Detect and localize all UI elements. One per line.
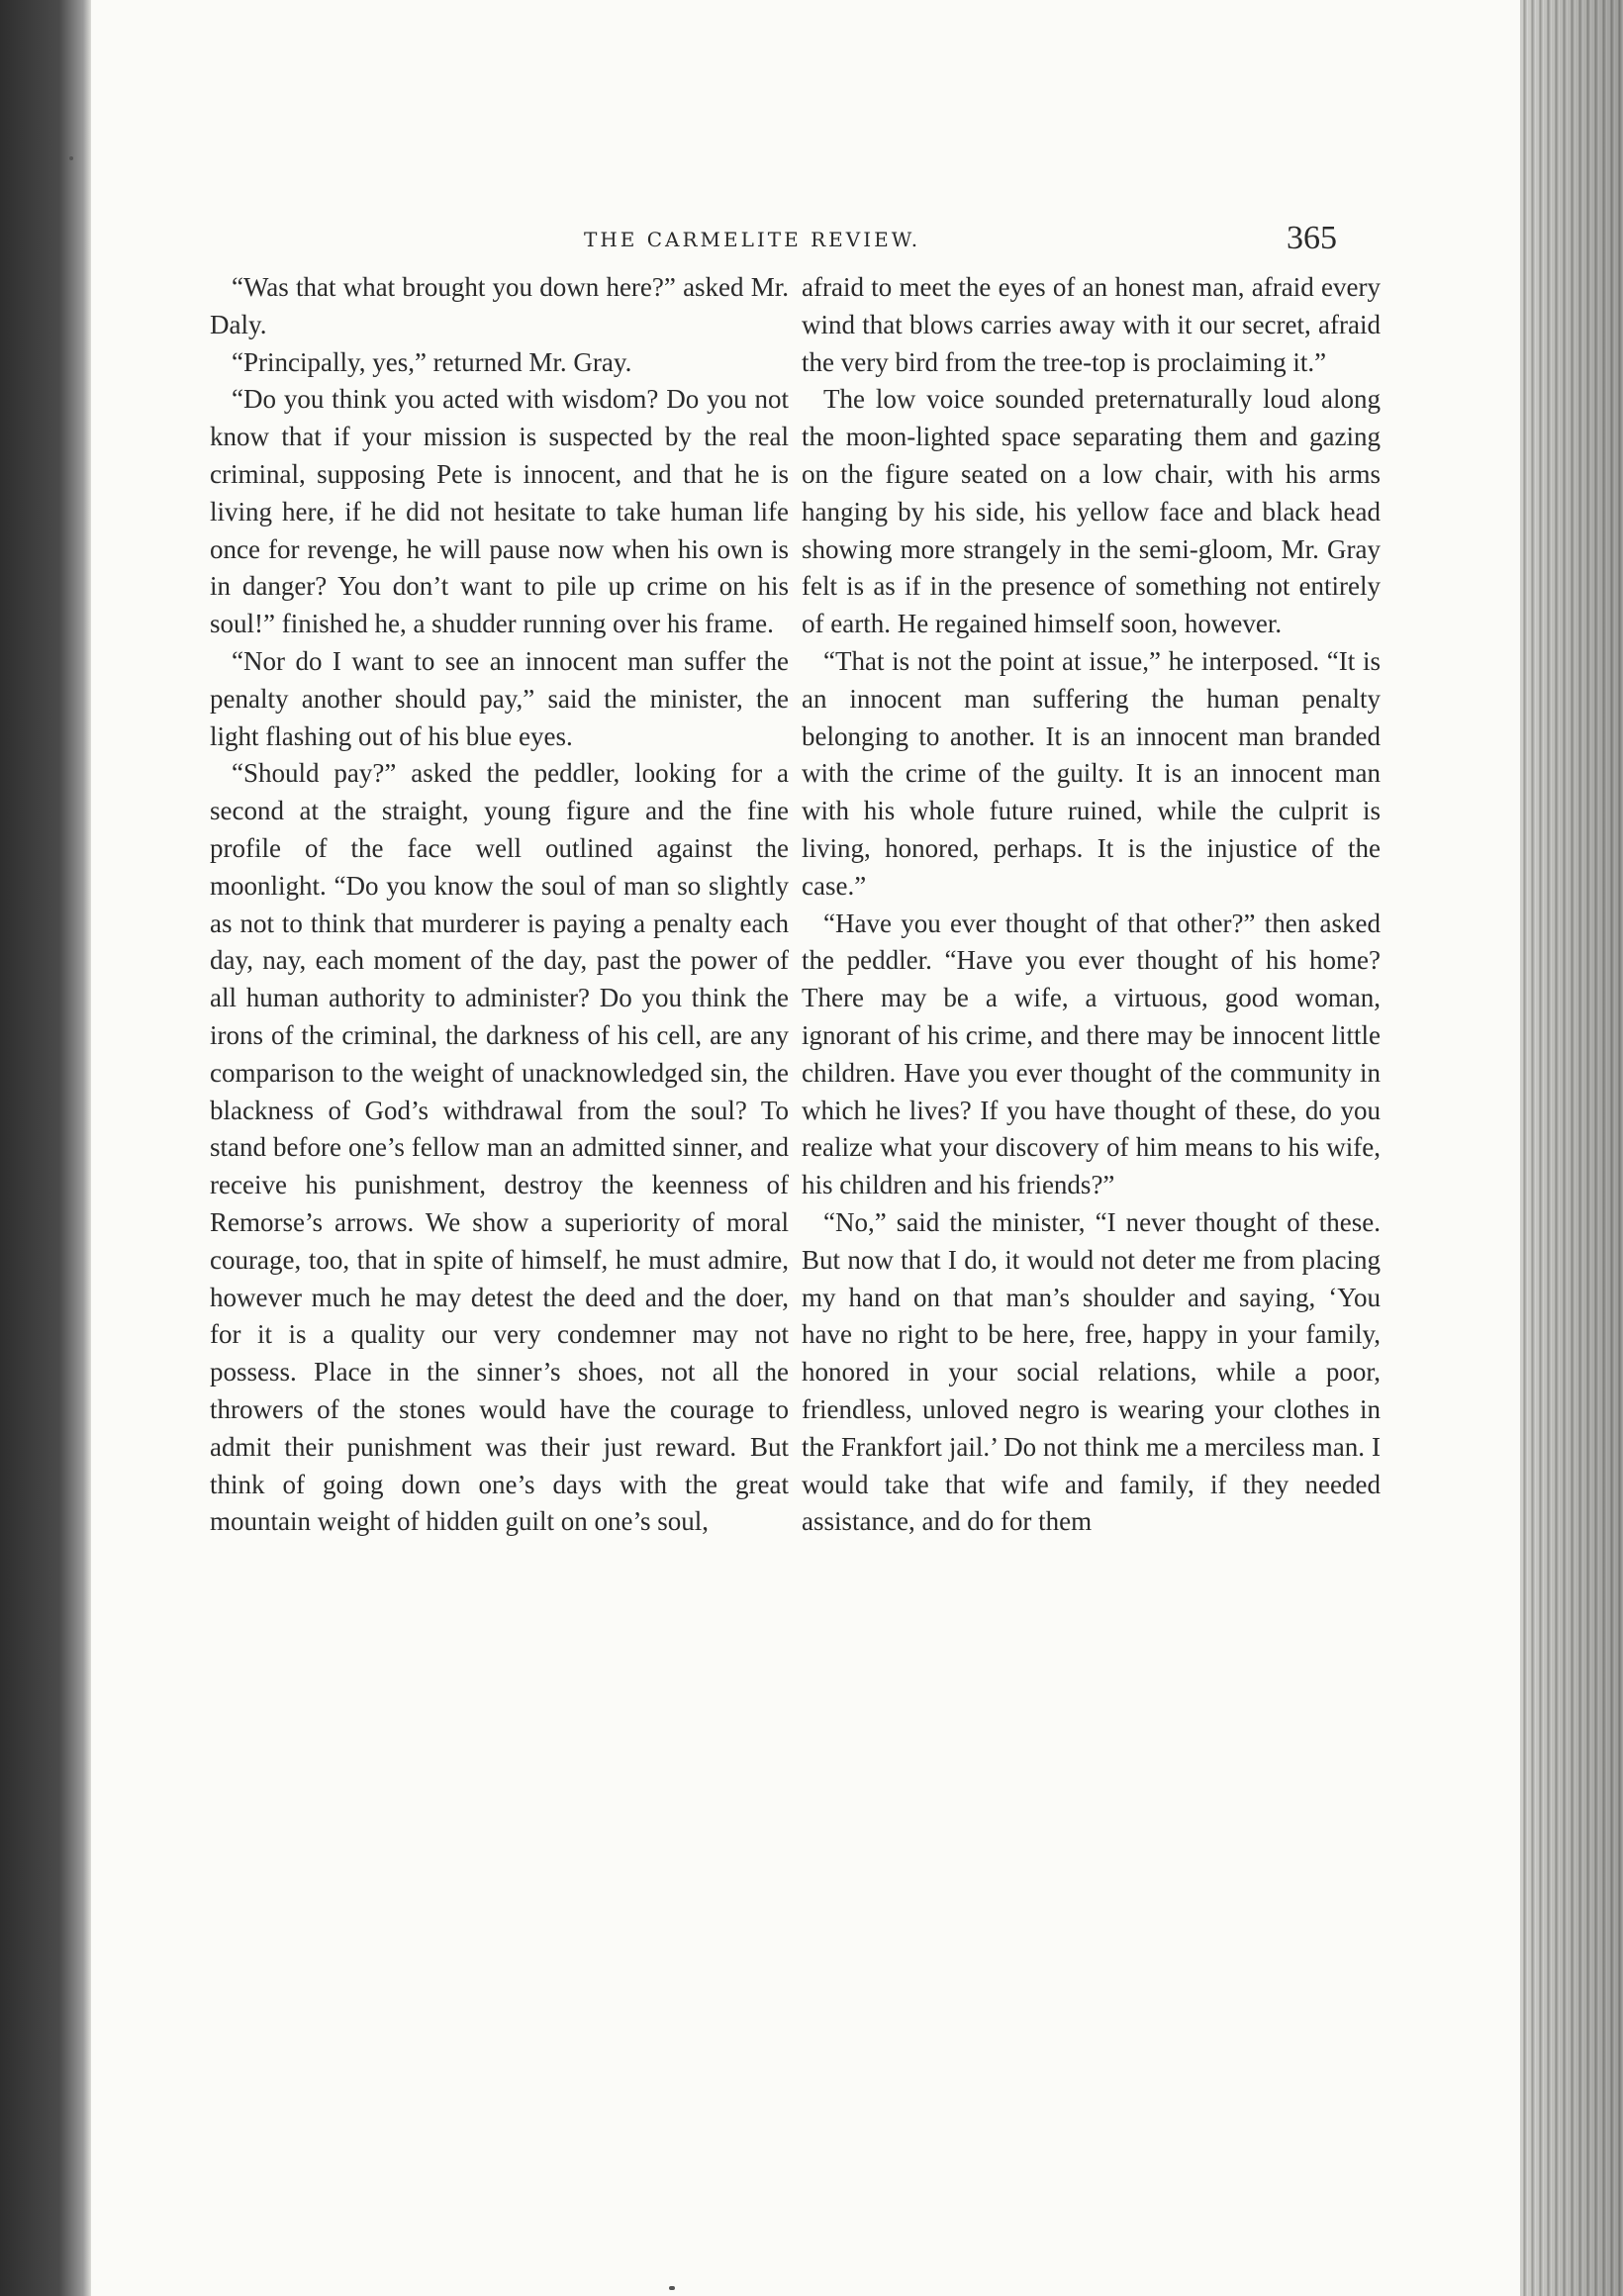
paragraph: “Nor do I want to see an innocent man suffer the penalty another should pay,” said the minister, the light flashing out of his blue eyes. <box>210 645 789 751</box>
paragraph: “Do you think you acted with wisdom? Do you not know that if your mission is suspected by the real criminal, supposing Pete is innocent, and that he is living here, if he did not hesitate to take human life once for revenge, he will pause now when his own is in danger? You don’t want to pile up crime on his soul!” finished he, a shudder running over his frame. <box>210 384 789 639</box>
paragraph: afraid to meet the eyes of an honest man, afraid every wind that blows carries away with it our secret, afraid the very bird from the tree-top is proclaiming it.” <box>802 272 1381 377</box>
right-column <box>802 269 1381 2051</box>
paragraph: “Principally, yes,” returned Mr. Gray. <box>232 346 632 377</box>
left-column <box>210 269 789 2051</box>
running-title: THE CARMELITE REVIEW. <box>584 228 921 251</box>
scan-speck <box>69 156 73 160</box>
paragraph: The low voice sounded preternaturally loud along the moon-lighted space separating them and gazing on the figure seated on a low chair, with his arms hanging by his side, his yellow face and black head showing more strangely in the semi-gloom, Mr. Gray felt is as if in the presence of something not entirely of earth. He regained himself soon, however. <box>802 384 1381 639</box>
paragraph: “Was that what brought you down here?” asked Mr. Daly. <box>210 272 789 339</box>
paragraph: “Have you ever thought of that other?” then asked the peddler. “Have you ever thought of his home? There may be a wife, a virtuous, good woman, ignorant of his crime, and there may be innocent little children. Have you ever thought of the community in which he lives? If you have thought of these, do you realize what your discovery of him means to his wife, his children and his friends?” <box>802 908 1381 1200</box>
paragraph: “No,” said the minister, “I never thought of these. But now that I do, it would not deter me from placing my hand on that man’s shoulder and saying, ‘You have no right to be here, free, happy in your family, honored in your social relations, while a poor, friendless, unloved negro is wearing your clothes in the Frankfort jail.’ Do not think me a merciless man. I would take that wife and family, if they needed assistance, and do for them <box>802 1206 1381 1537</box>
page-number: 365 <box>1287 220 1337 256</box>
book-spine-shadow <box>0 0 91 2296</box>
scan-speck <box>669 2286 675 2290</box>
paragraph: “Should pay?” asked the peddler, looking for a second at the straight, young figure and the fine profile of the face well outlined against the moonlight. “Do you know the soul of man so slightly as not to think that murderer is paying a penalty each day, nay, each moment of the day, past the power of all human authority to administer? Do you think the irons of the criminal, the darkness of his cell, are any comparison to the weight of unacknowledged sin, the blackness of God’s withdrawal from the soul? To stand before one’s fellow man an admitted sinner, and receive his punishment, destroy the keenness of Remorse’s arrows. We show a superiority of moral courage, too, that in spite of himself, he must admire, however much he may detest the deed and the doer, for it is a quality our very condemner may not possess. Place in the sinner’s shoes, not all the throwers of the stones would have the courage to admit their punishment was their just reward. But think of going down one’s days with the great mountain weight of hidden guilt on one’s soul, <box>210 758 789 1537</box>
paragraph: “That is not the point at issue,” he interposed. “It is an innocent man suffering the human penalty belonging to another. It is an innocent man branded with the crime of the guilty. It is an innocent man with his whole future ruined, while the culprit is living, honored, perhaps. It is the injustice of the case.” <box>802 645 1381 901</box>
page-edges-shade <box>1520 0 1623 2296</box>
